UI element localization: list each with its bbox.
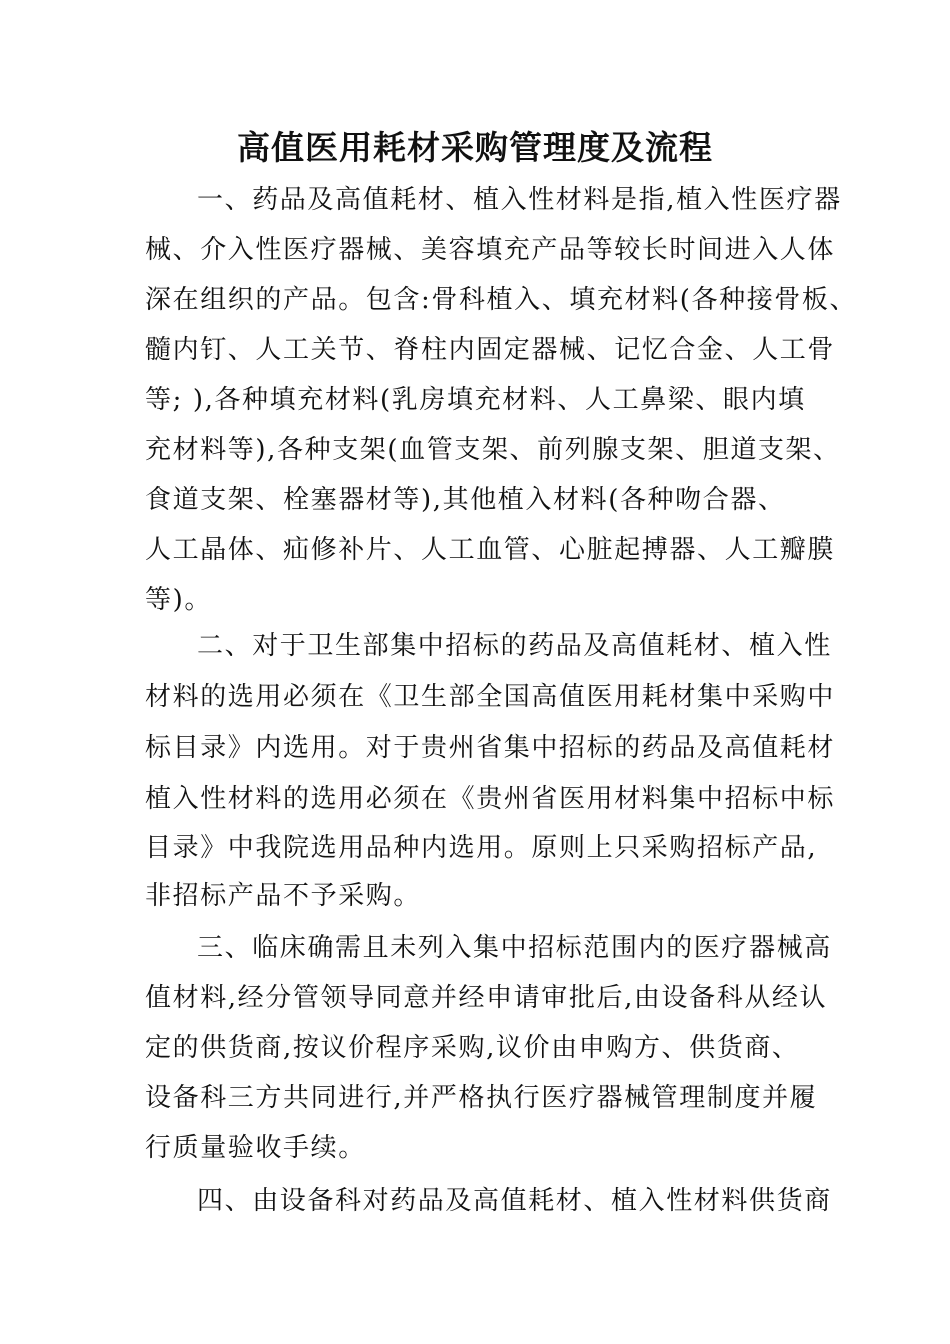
text-line: 深在组织的产品。包含:骨科植入、填充材料(各种接骨板、 — [145, 285, 858, 315]
text-line: 设备科三方共同进行,并严格执行医疗器械管理制度并履 — [145, 1083, 818, 1113]
text-line: 人工晶体、疝修补片、人工血管、心脏起搏器、人工瓣膜 — [145, 535, 836, 565]
text-line: 二、对于卫生部集中招标的药品及高值耗材、植入性 — [197, 631, 832, 661]
text-line: 行质量验收手续。 — [145, 1133, 366, 1163]
text-line: 四、由设备科对药品及高值耗材、植入性材料供货商 — [197, 1186, 832, 1216]
text-line: 充材料等),各种支架(血管支架、前列腺支架、胆道支架、 — [145, 435, 841, 465]
text-line: 值材料,经分管领导同意并经申请审批后,由设备科从经认 — [145, 983, 828, 1013]
text-line: 等; ),各种填充材料(乳房填充材料、人工鼻梁、眼内填 — [145, 385, 806, 415]
text-line: 非招标产品不予采购。 — [145, 881, 422, 911]
document-title: 高值医用耗材采购管理度及流程 — [237, 128, 713, 167]
text-line: 械、介入性医疗器械、美容填充产品等较长时间进入人体 — [145, 235, 836, 265]
text-line: 植入性材料的选用必须在《贵州省医用材料集中招标中标 — [145, 784, 836, 814]
text-line: 标目录》内选用。对于贵州省集中招标的药品及高值耗材 — [145, 733, 836, 763]
text-line: 三、临床确需且未列入集中招标范围内的医疗器械高 — [197, 933, 832, 963]
text-line: 目录》中我院选用品种内选用。原则上只采购招标产品, — [145, 833, 818, 863]
text-line: 材料的选用必须在《卫生部全国高值医用耗材集中采购中 — [145, 682, 836, 712]
text-line: 等)。 — [145, 585, 212, 615]
text-line: 髓内钉、人工关节、脊柱内固定器械、记忆合金、人工骨 — [145, 335, 836, 365]
text-line: 定的供货商,按议价程序采购,议价由申购方、供货商、 — [145, 1033, 800, 1063]
text-line: 食道支架、栓塞器材等),其他植入材料(各种吻合器、 — [145, 485, 786, 515]
text-line: 一、药品及高值耗材、植入性材料是指,植入性医疗器 — [197, 185, 842, 215]
